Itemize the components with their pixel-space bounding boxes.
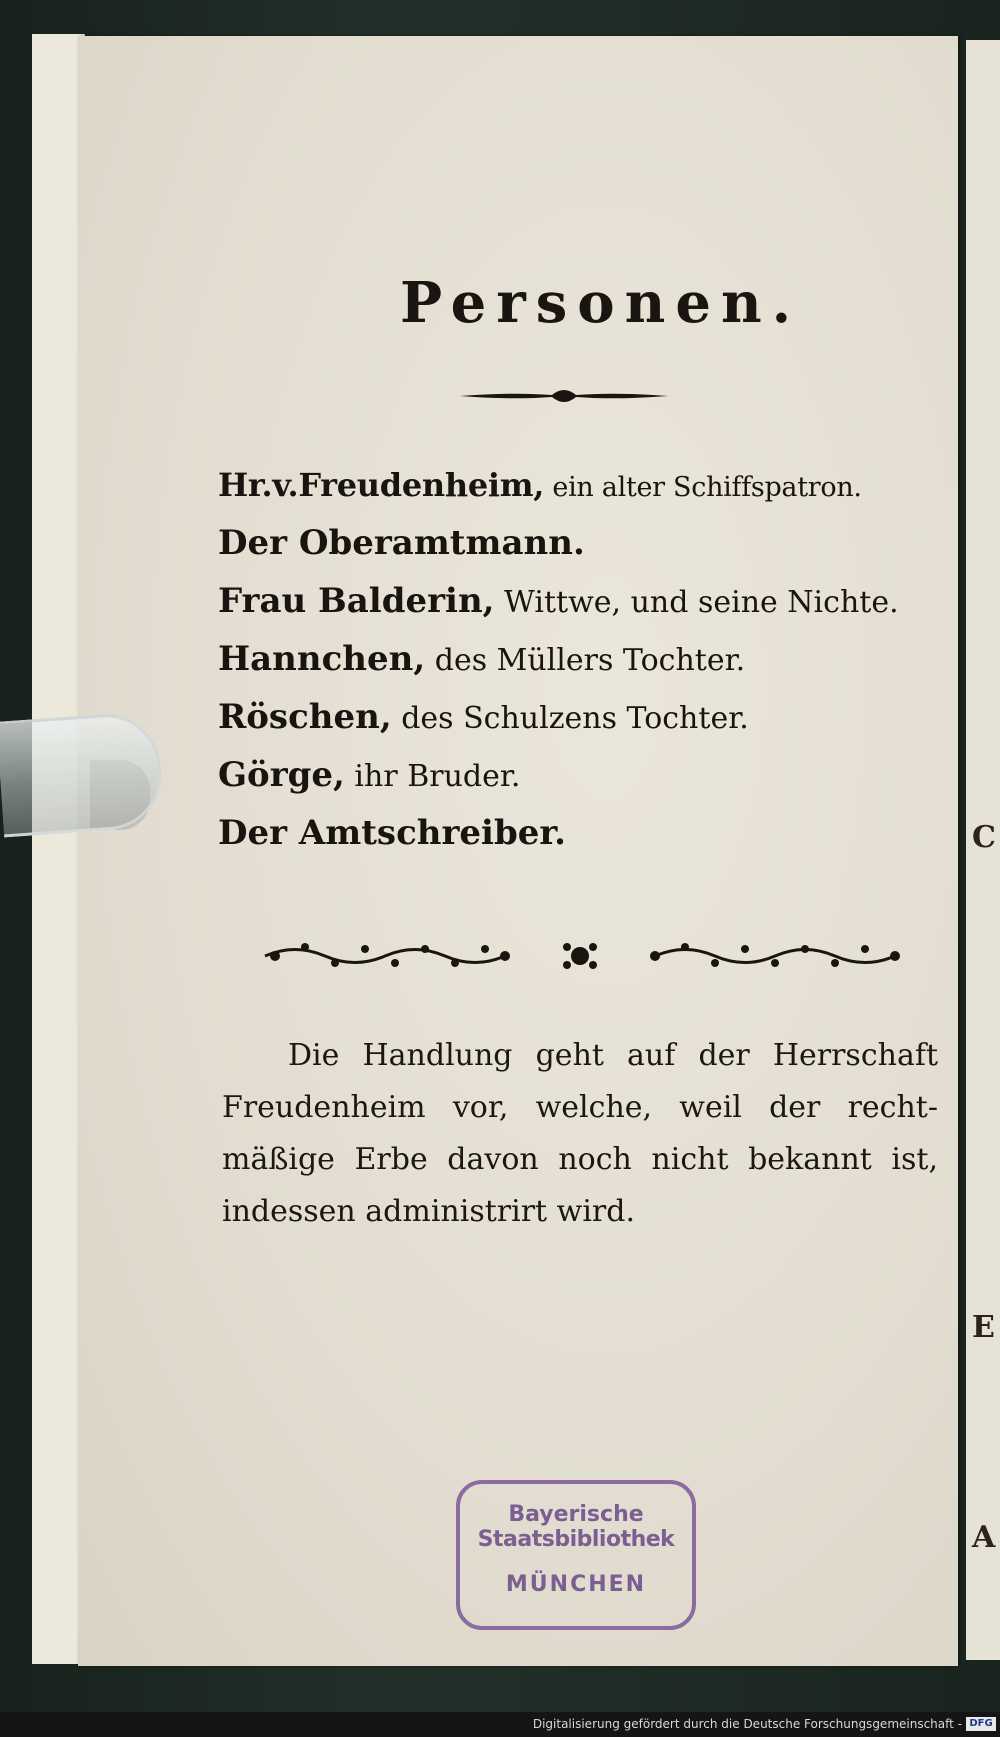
cast-role: ein alter Schiffspatron. [544,472,862,503]
facing-page-glyph: A [972,1520,996,1555]
cast-name: Der Amtschreiber. [218,813,566,853]
title-rule-ornament [460,388,668,404]
cast-name: Hannchen, [218,639,426,679]
stamp-line: Staatsbibliothek [477,1527,675,1552]
dfg-logo: DFG [966,1717,996,1731]
cast-role: ihr Bruder. [344,759,521,794]
cast-name: Frau Balderin, [218,581,495,621]
cast-entry [218,688,938,746]
stamp-line: MÜNCHEN [505,1572,647,1597]
cast-role: des Schulzens Tochter. [391,701,749,736]
setting-paragraph [222,1030,938,1238]
cast-entry [218,572,938,630]
cast-role: Wittwe, und seine Nichte. [494,585,899,620]
cast-entry [218,514,938,572]
facing-page-edge [966,40,1000,1660]
cast-entry [218,456,938,514]
footer-bar [0,1712,1000,1737]
cast-name: Hr.v.Freudenheim, [218,466,545,504]
cast-name: Röschen, [218,697,392,737]
setting-text: Die Handlung geht auf der Herrschaft Freudenheim vor, welche, weil der recht-mäßige Erbe davon noch nicht bekannt ist, indessen administrirt wird. [222,1038,938,1229]
library-stamp [456,1480,696,1630]
cast-entry [218,746,938,804]
cast-name: Der Oberamtmann. [218,523,585,563]
facing-page-glyph: E [972,1310,995,1345]
footer-credit: Digitalisierung gefördert durch die Deutsche Forschungsgemeinschaft - [532,1717,962,1731]
page-title: Personen. [400,270,802,336]
cast-role: des Müllers Tochter. [425,643,746,678]
vine-ornament [255,935,905,977]
stamp-line: Bayerische [508,1502,644,1527]
plastic-page-clip [0,711,165,838]
cast-entry [218,804,938,862]
cast-list [218,456,938,862]
cast-name: Görge, [218,755,345,795]
cast-entry [218,630,938,688]
facing-page-glyph: C [972,820,996,855]
